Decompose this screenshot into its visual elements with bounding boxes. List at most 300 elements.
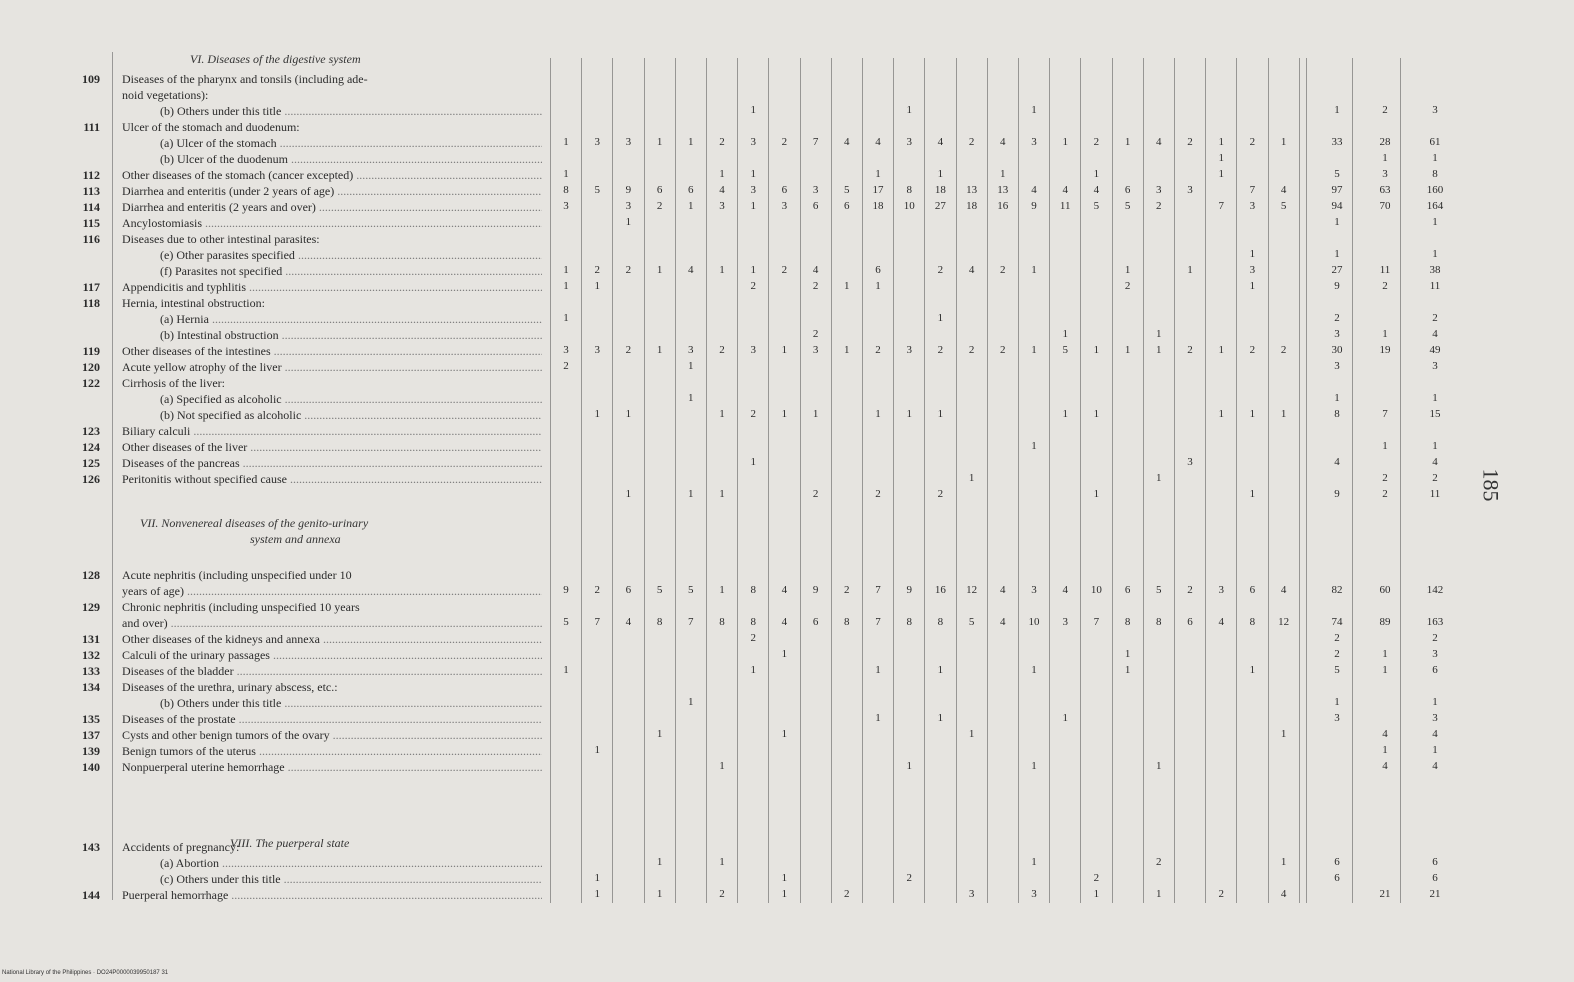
table-cell: 3	[750, 136, 756, 148]
table-cell: 1	[750, 104, 756, 116]
grand-total: 2	[1432, 472, 1438, 484]
column-rule	[1112, 58, 1113, 903]
table-cell: 7	[1249, 184, 1256, 196]
table-cell: 3	[1062, 616, 1068, 628]
cause-code: 113	[82, 184, 100, 198]
table-cell: 1	[1062, 328, 1068, 340]
cause-label: Diseases of the prostate .....	[122, 712, 542, 727]
column-rule	[831, 58, 832, 903]
female-total: 1	[1382, 440, 1388, 452]
table-cell: 1	[937, 664, 944, 676]
table-cell: 3	[1249, 264, 1256, 276]
table-cell: 4	[688, 264, 694, 276]
cause-label: Hernia, intestinal obstruction:	[122, 296, 265, 310]
table-cell: 2	[937, 264, 944, 276]
table-cell: 4	[812, 264, 819, 276]
table-cell: 4	[1000, 136, 1006, 148]
female-total: 11	[1379, 264, 1391, 276]
male-total: 3	[1334, 360, 1340, 372]
table-cell: 1	[1156, 328, 1162, 340]
table-cell: 9	[906, 584, 912, 596]
grand-total: 6	[1432, 664, 1438, 676]
table-cell: 8	[750, 616, 756, 628]
female-total: 1	[1382, 744, 1388, 756]
table-cell: 1	[1031, 264, 1037, 276]
table-cell: 8	[719, 616, 725, 628]
male-total: 3	[1334, 328, 1340, 340]
column-rule	[706, 58, 707, 903]
table-cell: 2	[1187, 584, 1193, 596]
male-total: 9	[1334, 488, 1340, 500]
table-cell: 1	[906, 408, 912, 420]
table-cell: 3	[1187, 456, 1193, 468]
female-total: 7	[1382, 408, 1388, 420]
table-cell: 1	[1031, 664, 1037, 676]
table-cell: 1	[563, 264, 569, 276]
table-cell: 2	[625, 264, 632, 276]
cause-label: Diseases of the pancreas .....	[122, 456, 542, 471]
table-cell: 8	[1249, 616, 1256, 628]
table-cell: 4	[1031, 184, 1037, 196]
table-cell: 2	[719, 136, 725, 148]
table-cell: 2	[937, 488, 944, 500]
table-cell: 2	[781, 264, 788, 276]
cause-label: (b) Intestinal obstruction .....	[160, 328, 542, 343]
table-cell: 1	[1249, 408, 1256, 420]
cause-code: 122	[82, 376, 100, 390]
table-cell: 2	[937, 344, 944, 356]
cause-label: Other diseases of the kidneys and annexa .....	[122, 632, 542, 647]
table-cell: 1	[688, 360, 694, 372]
cause-code: 131	[82, 632, 100, 646]
table-cell: 3	[750, 184, 756, 196]
table-cell: 1	[1280, 136, 1287, 148]
table-cell: 6	[1249, 584, 1256, 596]
grand-total: 1	[1432, 440, 1438, 452]
table-cell: 3	[1031, 584, 1037, 596]
grand-total: 1	[1432, 696, 1438, 708]
column-rule	[987, 58, 988, 903]
cause-code: 126	[82, 472, 100, 486]
cause-code: 125	[82, 456, 100, 470]
table-cell: 8	[1124, 616, 1131, 628]
table-cell: 1	[1218, 408, 1224, 420]
table-cell: 1	[875, 664, 881, 676]
male-total: 6	[1334, 856, 1340, 868]
table-cell: 1	[968, 728, 975, 740]
table-cell: 2	[1156, 200, 1162, 212]
table-cell: 1	[719, 408, 725, 420]
table-cell: 1	[719, 584, 725, 596]
grand-total: 61	[1429, 136, 1441, 148]
table-cell: 1	[563, 312, 569, 324]
grand-total: 3	[1432, 360, 1438, 372]
table-cell: 1	[625, 488, 632, 500]
table-cell: 2	[1187, 136, 1193, 148]
column-rule	[862, 58, 863, 903]
table-cell: 2	[1000, 344, 1006, 356]
table-cell: 3	[719, 200, 725, 212]
table-cell: 1	[1031, 440, 1037, 452]
column-rule	[893, 58, 894, 903]
table-cell: 6	[1124, 584, 1131, 596]
grand-total: 3	[1432, 104, 1438, 116]
cause-label: Biliary calculi .....	[122, 424, 542, 439]
column-rule	[612, 58, 613, 903]
female-total: 1	[1382, 152, 1388, 164]
male-total: 2	[1334, 648, 1340, 660]
male-total: 30	[1331, 344, 1343, 356]
cause-label: (c) Others under this title .....	[160, 872, 542, 887]
table-cell: 6	[656, 184, 663, 196]
male-total: 5	[1334, 664, 1340, 676]
table-cell: 8	[906, 616, 912, 628]
table-cell: 2	[750, 632, 756, 644]
cause-label: Other diseases of the stomach (cancer excepted) .....	[122, 168, 542, 183]
table-cell: 1	[1280, 728, 1287, 740]
female-total: 60	[1379, 584, 1391, 596]
male-total: 9	[1334, 280, 1340, 292]
table-cell: 1	[688, 200, 694, 212]
table-cell: 4	[1000, 584, 1006, 596]
table-cell: 1	[750, 264, 756, 276]
table-cell: 1	[656, 136, 663, 148]
table-cell: 4	[875, 136, 881, 148]
table-cell: 3	[906, 344, 912, 356]
table-cell: 4	[781, 584, 788, 596]
table-cell: 7	[812, 136, 819, 148]
table-cell: 12	[1278, 616, 1290, 628]
table-cell: 10	[1028, 616, 1040, 628]
table-cell: 3	[968, 888, 975, 900]
cause-code: 118	[82, 296, 100, 310]
male-total: 97	[1331, 184, 1343, 196]
grand-total: 142	[1426, 584, 1444, 596]
table-cell: 1	[812, 408, 819, 420]
table-cell: 1	[1093, 408, 1100, 420]
table-cell: 2	[968, 136, 975, 148]
male-total: 8	[1334, 408, 1340, 420]
cause-code: 116	[82, 232, 100, 246]
table-cell: 1	[594, 888, 600, 900]
grand-total: 38	[1429, 264, 1441, 276]
table-cell: 2	[906, 872, 912, 884]
column-rule	[737, 58, 738, 903]
cause-label: Benign tumors of the uterus .....	[122, 744, 542, 759]
male-total: 1	[1334, 216, 1340, 228]
table-cell: 1	[1156, 760, 1162, 772]
cause-label: Cysts and other benign tumors of the ovary .....	[122, 728, 542, 743]
table-cell: 1	[1187, 264, 1193, 276]
cause-code: 119	[82, 344, 100, 358]
table-cell: 1	[875, 280, 881, 292]
table-cell: 1	[1031, 344, 1037, 356]
table-cell: 1	[937, 408, 944, 420]
table-cell: 3	[781, 200, 788, 212]
table-cell: 3	[1218, 584, 1224, 596]
female-total: 2	[1382, 472, 1388, 484]
table-cell: 4	[1280, 584, 1287, 596]
table-cell: 1	[750, 200, 756, 212]
table-cell: 1	[750, 664, 756, 676]
table-cell: 1	[1280, 408, 1287, 420]
cause-code: 123	[82, 424, 100, 438]
table-cell: 7	[688, 616, 694, 628]
table-cell: 4	[625, 616, 632, 628]
table-cell: 4	[844, 136, 850, 148]
table-cell: 6	[1187, 616, 1193, 628]
table-cell: 3	[812, 344, 819, 356]
table-cell: 6	[812, 616, 819, 628]
grand-total: 1	[1432, 152, 1438, 164]
table-cell: 4	[1280, 184, 1287, 196]
table-cell: 1	[1093, 168, 1100, 180]
table-cell: 6	[781, 184, 788, 196]
table-cell: 2	[875, 488, 881, 500]
table-cell: 8	[563, 184, 569, 196]
grand-total: 164	[1426, 200, 1444, 212]
table-cell: 1	[1062, 136, 1068, 148]
table-cell: 1	[1093, 344, 1100, 356]
table-cell: 1	[1156, 344, 1162, 356]
table-cell: 2	[812, 328, 819, 340]
grand-total: 4	[1432, 760, 1438, 772]
table-cell: 2	[594, 264, 600, 276]
table-cell: 7	[875, 584, 881, 596]
column-rule	[1080, 58, 1081, 903]
table-cell: 1	[1249, 248, 1256, 260]
table-cell: 1	[937, 712, 944, 724]
column-rule	[550, 58, 551, 903]
female-total: 4	[1382, 760, 1388, 772]
table-cell: 2	[1093, 872, 1100, 884]
cause-label: Other diseases of the liver .....	[122, 440, 542, 455]
cause-code: 124	[82, 440, 100, 454]
table-cell: 2	[812, 280, 819, 292]
table-cell: 2	[1124, 280, 1131, 292]
male-total: 2	[1334, 312, 1340, 324]
cause-label: Ancylostomiasis .....	[122, 216, 542, 231]
table-cell: 2	[1000, 264, 1006, 276]
table-cell: 2	[563, 360, 569, 372]
column-rule	[1268, 58, 1269, 903]
male-total: 1	[1334, 248, 1340, 260]
table-cell: 1	[1031, 104, 1037, 116]
table-cell: 1	[719, 488, 725, 500]
column-rule	[1174, 58, 1175, 903]
table-cell: 1	[563, 136, 569, 148]
grand-total: 11	[1429, 488, 1441, 500]
female-total: 3	[1382, 168, 1388, 180]
table-cell: 3	[812, 184, 819, 196]
table-cell: 1	[594, 280, 600, 292]
table-cell: 5	[1124, 200, 1131, 212]
cause-code: 133	[82, 664, 100, 678]
column-rule	[1236, 58, 1237, 903]
female-total: 2	[1382, 280, 1388, 292]
male-total: 94	[1331, 200, 1343, 212]
table-cell: 6	[1124, 184, 1131, 196]
table-cell: 1	[1124, 648, 1131, 660]
table-cell: 11	[1059, 200, 1071, 212]
table-cell: 9	[563, 584, 569, 596]
table-cell: 1	[1031, 856, 1037, 868]
cause-code: 117	[82, 280, 100, 294]
table-cell: 1	[1093, 488, 1100, 500]
cause-label: (b) Others under this title .....	[160, 104, 542, 119]
column-rule	[924, 58, 925, 903]
table-cell: 1	[781, 408, 788, 420]
table-cell: 1	[1249, 488, 1256, 500]
cause-label: (a) Specified as alcoholic .....	[160, 392, 542, 407]
table-cell: 16	[997, 200, 1009, 212]
table-cell: 8	[656, 616, 663, 628]
table-cell: 1	[1218, 136, 1224, 148]
grand-total: 11	[1429, 280, 1441, 292]
table-cell: 27	[934, 200, 946, 212]
cause-label: Accidents of pregnancy:	[122, 840, 240, 854]
table-cell: 1	[656, 344, 663, 356]
table-cell: 3	[625, 136, 632, 148]
table-cell: 1	[1156, 472, 1162, 484]
table-cell: 2	[1249, 136, 1256, 148]
cause-label: Diseases due to other intestinal parasites:	[122, 232, 320, 246]
table-cell: 8	[937, 616, 944, 628]
table-cell: 2	[844, 584, 850, 596]
column-rule	[768, 58, 769, 903]
cause-label: Nonpuerperal uterine hemorrhage .....	[122, 760, 542, 775]
male-total: 74	[1331, 616, 1343, 628]
cause-code: 137	[82, 728, 100, 742]
table-cell: 7	[1093, 616, 1100, 628]
table-cell: 5	[594, 184, 600, 196]
grand-total: 1	[1432, 248, 1438, 260]
table-cell: 1	[1031, 760, 1037, 772]
footer-note: National Library of the Philippines · DO24P0000039950187 31	[2, 970, 169, 976]
grand-total: 3	[1432, 712, 1438, 724]
column-rule	[675, 58, 676, 903]
female-total: 28	[1379, 136, 1391, 148]
table-cell: 9	[1031, 200, 1037, 212]
table-cell: 7	[1218, 200, 1224, 212]
female-total: 2	[1382, 104, 1388, 116]
grand-total: 1	[1432, 744, 1438, 756]
table-cell: 3	[1156, 184, 1162, 196]
table-cell: 3	[594, 136, 600, 148]
table-cell: 1	[937, 312, 944, 324]
table-cell: 1	[844, 344, 850, 356]
grand-total: 6	[1432, 872, 1438, 884]
table-cell: 2	[844, 888, 850, 900]
table-cell: 1	[875, 168, 881, 180]
cause-code: 128	[82, 568, 100, 582]
table-cell: 1	[1218, 168, 1224, 180]
column-rule	[1306, 58, 1307, 903]
cause-label: (b) Not specified as alcoholic .....	[160, 408, 542, 423]
table-cell: 1	[563, 168, 569, 180]
grand-total: 1	[1432, 216, 1438, 228]
table-cell: 8	[844, 616, 850, 628]
table-cell: 2	[875, 344, 881, 356]
table-cell: 4	[719, 184, 725, 196]
table-cell: 4	[1093, 184, 1100, 196]
male-total: 33	[1331, 136, 1343, 148]
male-total: 1	[1334, 392, 1340, 404]
table-cell: 2	[781, 136, 788, 148]
table-cell: 4	[937, 136, 944, 148]
table-cell: 6	[688, 184, 694, 196]
grand-total: 4	[1432, 728, 1438, 740]
section-heading: VI. Diseases of the digestive system	[190, 52, 361, 66]
page-number: 185	[1478, 468, 1504, 502]
table-cell: 5	[1280, 200, 1287, 212]
table-cell: 1	[875, 712, 881, 724]
table-cell: 2	[719, 888, 725, 900]
male-total: 1	[1334, 104, 1340, 116]
grand-total: 3	[1432, 648, 1438, 660]
table-cell: 1	[594, 872, 600, 884]
table-cell: 8	[906, 184, 912, 196]
cause-label: Acute yellow atrophy of the liver .....	[122, 360, 542, 375]
table-cell: 3	[1031, 888, 1037, 900]
cause-label: Diseases of the pharynx and tonsils (including ade-	[122, 72, 368, 86]
column-rule	[1205, 58, 1206, 903]
cause-label: Acute nephritis (including unspecified under 10	[122, 568, 352, 582]
cause-code: 143	[82, 840, 100, 854]
female-total: 1	[1382, 328, 1388, 340]
table-cell: 1	[1280, 856, 1287, 868]
female-total: 1	[1382, 648, 1388, 660]
table-cell: 1	[781, 648, 788, 660]
table-cell: 1	[781, 728, 788, 740]
table-cell: 1	[719, 856, 725, 868]
table-cell: 1	[1218, 344, 1224, 356]
table-cell: 7	[594, 616, 600, 628]
grand-total: 21	[1429, 888, 1441, 900]
cause-label: Puerperal hemorrhage .....	[122, 888, 542, 903]
male-total: 1	[1334, 696, 1340, 708]
section-heading: VIII. The puerperal state	[230, 836, 350, 850]
table-cell: 3	[688, 344, 694, 356]
table-cell: 1	[1249, 664, 1256, 676]
cause-code: 132	[82, 648, 100, 662]
table-cell: 2	[1187, 344, 1193, 356]
table-cell: 2	[719, 344, 725, 356]
column-rule	[956, 58, 957, 903]
cause-label: (f) Parasites not specified .....	[160, 264, 542, 279]
table-cell: 2	[594, 584, 600, 596]
cause-code: 134	[82, 680, 100, 694]
table-cell: 3	[563, 344, 569, 356]
table-cell: 1	[688, 392, 694, 404]
table-cell: 13	[966, 184, 978, 196]
column-rule	[644, 58, 645, 903]
grand-total: 49	[1429, 344, 1441, 356]
table-cell: 1	[594, 408, 600, 420]
table-cell: 4	[781, 616, 788, 628]
table-cell: 1	[750, 168, 756, 180]
cause-label: Diseases of the urethra, urinary abscess, etc.:	[122, 680, 338, 694]
cause-label: Appendicitis and typhlitis .....	[122, 280, 542, 295]
table-cell: 1	[781, 344, 788, 356]
male-total: 82	[1331, 584, 1343, 596]
male-total: 6	[1334, 872, 1340, 884]
female-total: 70	[1379, 200, 1391, 212]
table-cell: 4	[1280, 888, 1287, 900]
table-cell: 16	[934, 584, 946, 596]
grand-total: 1	[1432, 392, 1438, 404]
male-total: 2	[1334, 632, 1340, 644]
